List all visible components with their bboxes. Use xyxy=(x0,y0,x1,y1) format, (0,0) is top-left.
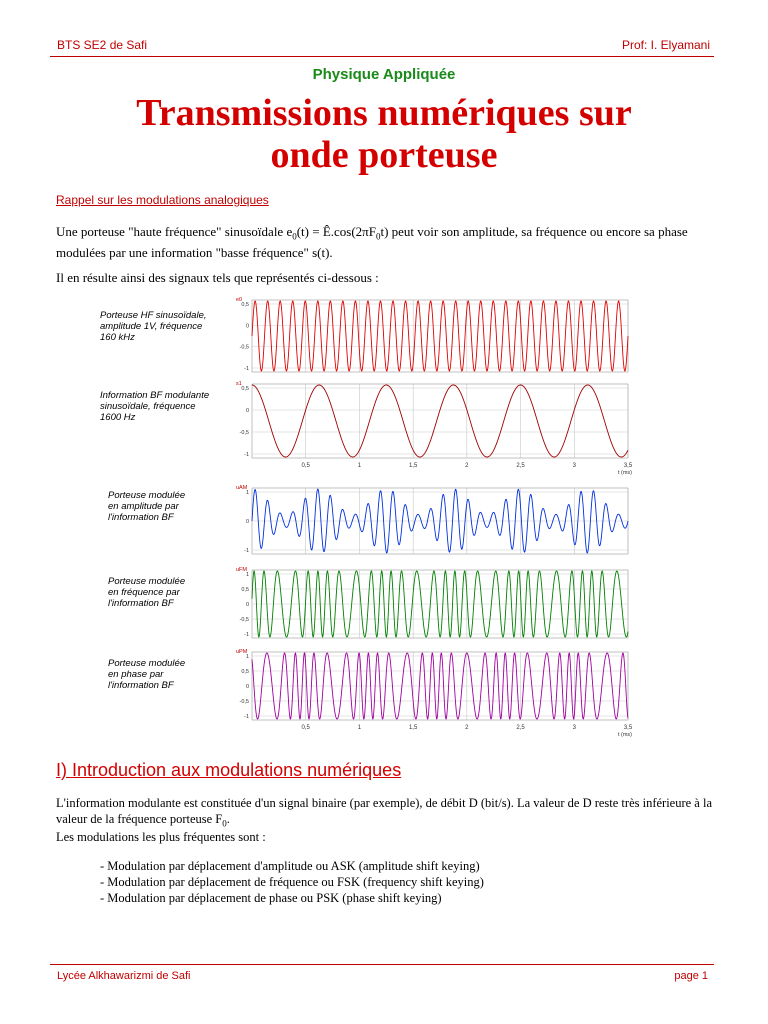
intro-paragraph: Une porteuse "haute fréquence" sinusoïdale $e_0(t)$ = $Ê.\cos(2\pi F_0t)$ peut voir son amplitude, sa fréquence ou encore sa phase modulées par une information "basse fréquence" s(t). xyxy=(56,224,688,260)
y-tick-label: 0 xyxy=(245,602,249,608)
waveform-s1 xyxy=(252,385,628,457)
signal-label: e0 xyxy=(236,297,243,303)
y-tick-label: -0,5 xyxy=(239,617,249,623)
y-tick-label: 0 xyxy=(245,408,249,414)
modulation-ask: - Modulation par déplacement d'amplitude ou ASK (amplitude shift keying) xyxy=(100,859,480,873)
label-fm: Porteuse modulée en fréquence par l'information BF xyxy=(108,576,186,609)
x-tick-label: 3,5 xyxy=(623,725,633,731)
y-tick-label: 0,5 xyxy=(241,669,249,675)
signal-label: uFM xyxy=(236,567,247,573)
header-rule xyxy=(50,56,714,57)
x-axis-label: t (ms) xyxy=(617,470,632,476)
panel-uFM xyxy=(236,567,628,638)
x-tick-label: 2,5 xyxy=(516,725,525,731)
rappel-heading: Rappel sur les modulations analogiques xyxy=(56,193,269,207)
title-line-1: Transmissions numériques sur xyxy=(136,92,632,134)
y-tick-label: 1 xyxy=(245,572,249,578)
y-tick-label: -1 xyxy=(244,632,249,638)
label-pm: Porteuse modulée en phase par l'information BF xyxy=(108,658,186,691)
header-teacher: Prof: I. Elyamani xyxy=(621,38,710,52)
section-paragraph-1: L'information modulante est constituée d'un signal binaire (par exemple), de débit D (bit/s). La valeur de D reste très inférieure à la valeur de la fréquence porteuse $F_0$. xyxy=(56,796,713,829)
y-tick-label: -1 xyxy=(244,548,249,554)
label-message: Information BF modulante sinusoïdale, fréquence 1600 Hz xyxy=(100,390,210,423)
footer-school: Lycée Alkhawarizmi de Safi xyxy=(57,970,191,982)
modulation-list xyxy=(100,858,484,906)
x-tick-label: 2,5 xyxy=(516,463,525,469)
x-tick-label: 3,5 xyxy=(623,463,633,469)
x-tick-label: 1 xyxy=(357,463,362,469)
x-tick-label: 3 xyxy=(572,463,576,469)
y-tick-label: -1 xyxy=(244,714,249,720)
modulation-fsk: - Modulation par déplacement de fréquence ou FSK (frequency shift keying) xyxy=(100,875,484,889)
y-tick-label: -0,5 xyxy=(239,699,249,705)
waveform-e0 xyxy=(252,301,628,371)
y-tick-label: 0 xyxy=(245,519,249,525)
panel-uAM xyxy=(236,485,628,554)
y-tick-label: 1 xyxy=(245,490,249,496)
signal-label: uAM xyxy=(236,485,248,491)
x-tick-label: 0,5 xyxy=(301,463,310,469)
x-tick-label: 2 xyxy=(465,463,469,469)
x-tick-label: 2 xyxy=(465,725,469,731)
page-title xyxy=(0,92,768,176)
footer-page: page 1 xyxy=(674,970,708,982)
y-tick-label: -1 xyxy=(244,366,249,372)
signal-label: uPM xyxy=(236,649,248,655)
label-am: Porteuse modulée en amplitude par l'information BF xyxy=(108,490,186,523)
panel-s1 xyxy=(236,381,628,458)
y-tick-label: 0,5 xyxy=(241,587,249,593)
x-tick-label: 3 xyxy=(572,725,576,731)
y-tick-label: 0,5 xyxy=(241,386,249,392)
x-tick-label: 1,5 xyxy=(408,463,418,469)
label-carrier: Porteuse HF sinusoïdale, amplitude 1V, fréquence 160 kHz xyxy=(100,310,207,343)
x-tick-label: 1,5 xyxy=(408,725,418,731)
y-tick-label: -0,5 xyxy=(239,344,249,351)
subject-title: Physique Appliquée xyxy=(312,66,456,83)
signal-plots xyxy=(228,292,648,747)
y-tick-label: 0 xyxy=(245,684,249,690)
section-title: I) Introduction aux modulations numériques xyxy=(56,760,402,780)
signal-label: s1 xyxy=(236,381,242,387)
panel-uPM xyxy=(236,649,628,720)
y-tick-label: 0 xyxy=(245,323,249,330)
x-tick-label: 0,5 xyxy=(301,725,310,731)
y-tick-label: 1 xyxy=(245,654,249,660)
y-tick-label: 0,5 xyxy=(241,302,249,308)
y-tick-label: -0,5 xyxy=(239,430,249,436)
x-tick-label: 1 xyxy=(357,725,362,731)
y-tick-label: -1 xyxy=(244,452,249,458)
footer-rule xyxy=(50,964,714,965)
waveform-uAM xyxy=(252,489,628,553)
header-school: BTS SE2 de Safi xyxy=(57,38,148,52)
modulation-psk: - Modulation par déplacement de phase ou PSK (phase shift keying) xyxy=(100,891,442,905)
title-line-2: onde porteuse xyxy=(270,134,498,176)
result-sentence: Il en résulte ainsi des signaux tels que représentés ci-dessous : xyxy=(56,270,379,285)
section-paragraph-2: Les modulations les plus fréquentes sont : xyxy=(56,830,266,844)
x-axis-label: t (ms) xyxy=(617,732,632,738)
panel-e0 xyxy=(236,297,628,372)
panel-frame xyxy=(252,384,628,458)
